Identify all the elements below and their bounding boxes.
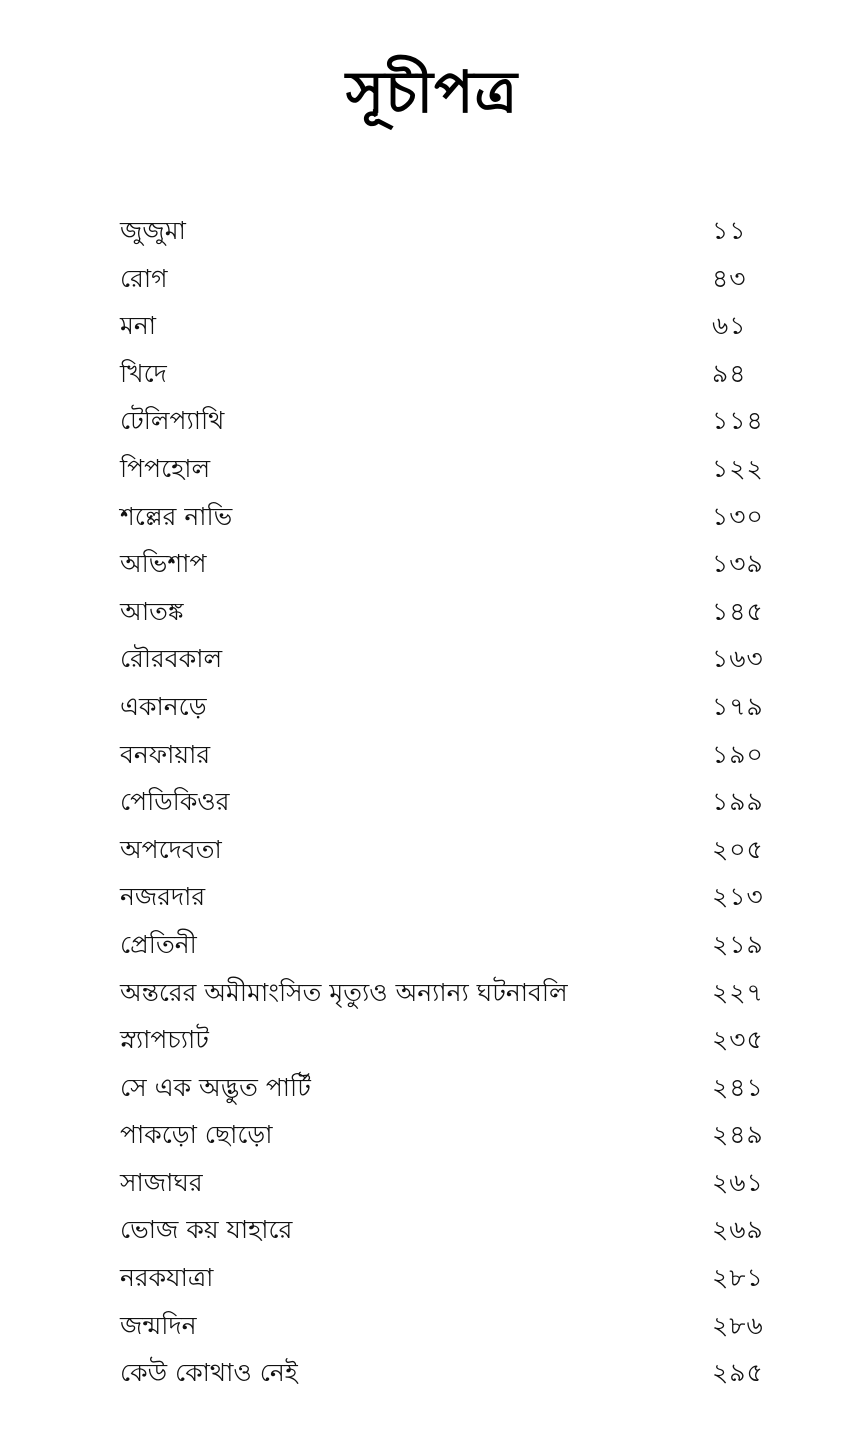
toc-row <box>0 493 864 541</box>
toc-entry-title: প্রেতিনী <box>120 929 197 959</box>
toc-entry-title: পাকড়ো ছোড়ো <box>120 1120 273 1150</box>
toc-row <box>0 826 864 874</box>
toc-page-number: ২০৫ <box>712 834 764 864</box>
toc-row <box>0 1016 864 1064</box>
toc-entry-title: নজরদার <box>120 882 206 912</box>
toc-page-number: ২২৭ <box>712 977 764 1007</box>
toc-entry-title: পিপহোল <box>120 453 211 483</box>
toc-row <box>0 1159 864 1207</box>
toc-page-number: ১৯০ <box>712 739 764 769</box>
toc-entry-title: জুজুমা <box>120 216 186 245</box>
toc-row <box>0 635 864 683</box>
toc-row <box>0 778 864 826</box>
toc-entry-title: কেউ কোথাও নেই <box>120 1358 298 1388</box>
toc-page-number: ১৩০ <box>712 501 764 531</box>
toc-page-number: ১১ <box>712 216 747 245</box>
table-of-contents <box>0 207 864 1397</box>
toc-entry-title: শল্লের নাভি <box>120 501 233 531</box>
toc-entry-title: রোগ <box>120 263 168 293</box>
toc-row <box>0 397 864 445</box>
toc-page-number: ১৭৯ <box>712 691 764 721</box>
toc-entry-title: নরকযাত্রা <box>120 1263 214 1293</box>
toc-page-number: ২৬৯ <box>712 1215 764 1245</box>
toc-row <box>0 731 864 779</box>
toc-entry-title: জন্মদিন <box>120 1310 197 1340</box>
toc-row <box>0 445 864 493</box>
toc-entry-title: বনফায়ার <box>120 739 211 769</box>
toc-page-number: ২৯৫ <box>712 1358 764 1388</box>
toc-entry-title: মনা <box>120 311 157 341</box>
toc-row <box>0 1302 864 1350</box>
toc-entry-title: স্ন্যাপচ্যাট <box>120 1025 209 1055</box>
toc-page-number: ২৮১ <box>712 1263 764 1293</box>
toc-page-number: ২১৯ <box>712 929 764 959</box>
toc-page-number: ১২২ <box>712 453 764 483</box>
toc-row <box>0 1064 864 1112</box>
toc-row <box>0 350 864 398</box>
toc-entry-title: অপদেবতা <box>120 834 222 864</box>
toc-page-number: ২৩৫ <box>712 1025 764 1055</box>
toc-row <box>0 1349 864 1397</box>
toc-entry-title: টেলিপ্যাথি <box>120 406 225 436</box>
toc-page-number: ৪৩ <box>712 263 747 293</box>
toc-entry-title: রৌরবকাল <box>120 644 223 674</box>
toc-row <box>0 255 864 303</box>
toc-row <box>0 921 864 969</box>
toc-entry-title: সাজাঘর <box>120 1167 203 1197</box>
toc-entry-title: পেডিকিওর <box>120 787 230 817</box>
toc-page-number: ২১৩ <box>712 882 764 912</box>
toc-row <box>0 873 864 921</box>
toc-row <box>0 540 864 588</box>
page-title: সূচীপত্র <box>345 58 519 126</box>
toc-page-number: ২৮৬ <box>712 1310 764 1340</box>
toc-page-number: ১৬৩ <box>712 644 764 674</box>
toc-row <box>0 1111 864 1159</box>
toc-row <box>0 207 864 255</box>
toc-page-number: ২৪৯ <box>712 1120 764 1150</box>
toc-page-number: ২৬১ <box>712 1167 764 1197</box>
toc-entry-title: একানড়ে <box>120 691 207 721</box>
toc-row <box>0 969 864 1017</box>
toc-page-number: ৬১ <box>712 311 747 341</box>
toc-row <box>0 588 864 636</box>
toc-page-number: ১৪৫ <box>712 596 764 626</box>
toc-page-number: ৯৪ <box>712 358 747 388</box>
toc-page-number: ১১৪ <box>712 406 764 436</box>
toc-entry-title: সে এক অদ্ভুত পার্টি <box>120 1072 311 1102</box>
toc-row <box>0 1254 864 1302</box>
toc-row <box>0 1206 864 1254</box>
toc-page-number: ১৯৯ <box>712 787 764 817</box>
toc-page-number: ২৪১ <box>712 1072 764 1102</box>
toc-page-number: ১৩৯ <box>712 549 764 579</box>
toc-row <box>0 302 864 350</box>
toc-entry-title: আতঙ্ক <box>120 596 184 626</box>
toc-entry-title: খিদে <box>120 358 167 388</box>
toc-entry-title: অন্তরের অমীমাংসিত মৃত্যুও অন্যান্য ঘটনাবলি <box>120 977 568 1007</box>
toc-entry-title: অভিশাপ <box>120 549 207 579</box>
toc-row <box>0 683 864 731</box>
toc-entry-title: ভোজ কয় যাহারে <box>120 1215 293 1245</box>
